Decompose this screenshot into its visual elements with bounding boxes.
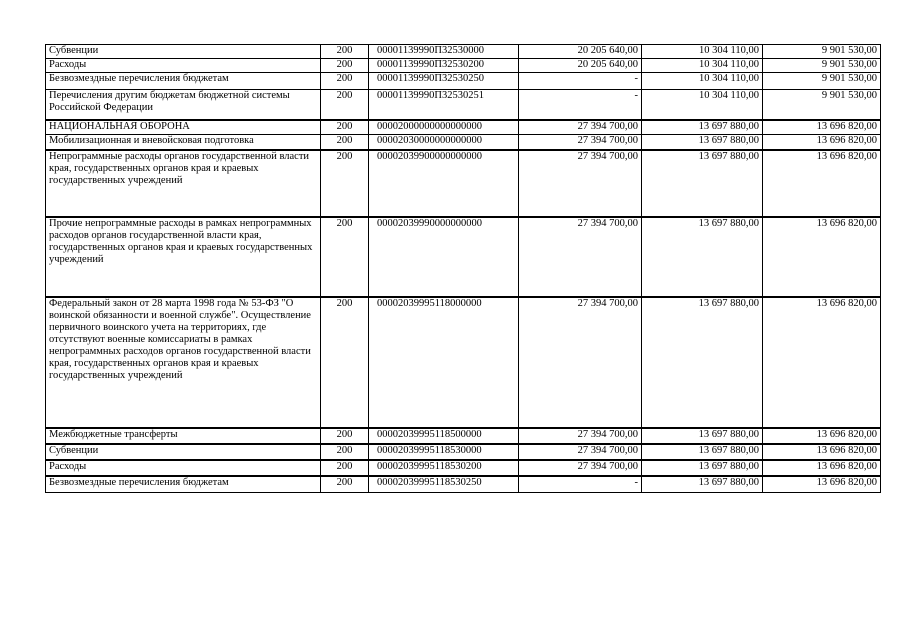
row-value-2-cell: 13 697 880,00 — [642, 217, 763, 297]
row-code-cell: 200 — [321, 73, 369, 90]
row-value-2-cell: 10 304 110,00 — [642, 59, 763, 73]
row-value-1-cell: 27 394 700,00 — [519, 460, 642, 476]
row-code-cell: 200 — [321, 120, 369, 135]
row-value-3-cell: 9 901 530,00 — [763, 45, 881, 59]
row-value-2-cell: 13 697 880,00 — [642, 150, 763, 217]
row-value-1-cell: - — [519, 73, 642, 90]
row-value-1-cell: 20 205 640,00 — [519, 45, 642, 59]
row-value-3-cell: 13 696 820,00 — [763, 120, 881, 135]
row-csr-cell: 00002039995118530000 — [369, 444, 519, 460]
row-code-cell: 200 — [321, 444, 369, 460]
row-value-3-cell: 13 696 820,00 — [763, 297, 881, 428]
row-csr-cell: 00002039900000000000 — [369, 150, 519, 217]
row-code-cell: 200 — [321, 150, 369, 217]
row-value-2-cell: 13 697 880,00 — [642, 120, 763, 135]
row-code-cell: 200 — [321, 217, 369, 297]
row-code-cell: 200 — [321, 59, 369, 73]
row-name-cell: Прочие непрограммные расходы в рамках непрограммных расходов органов государственной власти края, государственных органов края и краевых государственных учреждений — [46, 217, 321, 297]
table-row — [46, 297, 881, 428]
row-name-cell: Безвозмездные перечисления бюджетам — [46, 476, 321, 493]
row-value-3-cell: 13 696 820,00 — [763, 428, 881, 444]
row-value-3-cell: 9 901 530,00 — [763, 59, 881, 73]
row-csr-cell: 00002000000000000000 — [369, 120, 519, 135]
row-value-1-cell: 27 394 700,00 — [519, 297, 642, 428]
row-name-cell: Мобилизационная и вневойсковая подготовка — [46, 135, 321, 150]
row-name-cell: Безвозмездные перечисления бюджетам — [46, 73, 321, 90]
table-row — [46, 428, 881, 444]
row-name-cell: Субвенции — [46, 45, 321, 59]
table-row — [46, 59, 881, 73]
row-name-cell: НАЦИОНАЛЬНАЯ ОБОРОНА — [46, 120, 321, 135]
row-csr-cell: 00002039995118500000 — [369, 428, 519, 444]
row-value-2-cell: 13 697 880,00 — [642, 476, 763, 493]
row-csr-cell: 00001139990П32530250 — [369, 73, 519, 90]
row-value-2-cell: 10 304 110,00 — [642, 73, 763, 90]
row-csr-cell: 00002039995118530250 — [369, 476, 519, 493]
row-value-2-cell: 13 697 880,00 — [642, 428, 763, 444]
row-value-1-cell: 27 394 700,00 — [519, 135, 642, 150]
row-name-cell: Расходы — [46, 59, 321, 73]
row-value-2-cell: 10 304 110,00 — [642, 45, 763, 59]
row-name-cell: Расходы — [46, 460, 321, 476]
table-row — [46, 135, 881, 150]
row-value-3-cell: 9 901 530,00 — [763, 90, 881, 120]
table-row — [46, 120, 881, 135]
row-value-3-cell: 9 901 530,00 — [763, 73, 881, 90]
row-value-2-cell: 13 697 880,00 — [642, 297, 763, 428]
row-value-1-cell: 27 394 700,00 — [519, 428, 642, 444]
row-code-cell: 200 — [321, 476, 369, 493]
row-code-cell: 200 — [321, 297, 369, 428]
row-value-2-cell: 10 304 110,00 — [642, 90, 763, 120]
row-csr-cell: 00001139990П32530000 — [369, 45, 519, 59]
row-value-1-cell: - — [519, 476, 642, 493]
table-row — [46, 444, 881, 460]
row-csr-cell: 00002030000000000000 — [369, 135, 519, 150]
row-value-3-cell: 13 696 820,00 — [763, 444, 881, 460]
budget-table — [45, 44, 881, 493]
row-name-cell: Непрограммные расходы органов государственной власти края, государственных органов края и краевых государственных учреждений — [46, 150, 321, 217]
table-row — [46, 90, 881, 120]
row-value-2-cell: 13 697 880,00 — [642, 444, 763, 460]
row-code-cell: 200 — [321, 45, 369, 59]
table-row — [46, 217, 881, 297]
table-row — [46, 476, 881, 493]
row-value-3-cell: 13 696 820,00 — [763, 135, 881, 150]
row-csr-cell: 00001139990П32530200 — [369, 59, 519, 73]
row-code-cell: 200 — [321, 428, 369, 444]
row-name-cell: Межбюджетные трансферты — [46, 428, 321, 444]
table-row — [46, 460, 881, 476]
row-value-3-cell: 13 696 820,00 — [763, 460, 881, 476]
row-value-1-cell: - — [519, 90, 642, 120]
budget-table-page — [45, 44, 880, 493]
row-value-2-cell: 13 697 880,00 — [642, 460, 763, 476]
row-code-cell: 200 — [321, 135, 369, 150]
row-value-1-cell: 27 394 700,00 — [519, 120, 642, 135]
row-csr-cell: 00002039995118000000 — [369, 297, 519, 428]
row-value-1-cell: 27 394 700,00 — [519, 150, 642, 217]
row-value-3-cell: 13 696 820,00 — [763, 150, 881, 217]
row-name-cell: Субвенции — [46, 444, 321, 460]
row-value-3-cell: 13 696 820,00 — [763, 217, 881, 297]
row-code-cell: 200 — [321, 90, 369, 120]
table-row — [46, 150, 881, 217]
row-value-2-cell: 13 697 880,00 — [642, 135, 763, 150]
row-name-cell: Перечисления другим бюджетам бюджетной системы Российской Федерации — [46, 90, 321, 120]
row-csr-cell: 00002039990000000000 — [369, 217, 519, 297]
row-name-cell: Федеральный закон от 28 марта 1998 года № 53-ФЗ "О воинской обязанности и военной службе". Осуществление первичного воинского учета на территориях, где отсутствуют военные комиссариаты в рамках непрограммных расходов органов государственной власти края, государственных органов края и краевых государственных учреждений — [46, 297, 321, 428]
table-row — [46, 73, 881, 90]
row-code-cell: 200 — [321, 460, 369, 476]
row-value-3-cell: 13 696 820,00 — [763, 476, 881, 493]
row-csr-cell: 00002039995118530200 — [369, 460, 519, 476]
row-value-1-cell: 27 394 700,00 — [519, 444, 642, 460]
row-value-1-cell: 20 205 640,00 — [519, 59, 642, 73]
row-value-1-cell: 27 394 700,00 — [519, 217, 642, 297]
row-csr-cell: 00001139990П32530251 — [369, 90, 519, 120]
table-row — [46, 45, 881, 59]
